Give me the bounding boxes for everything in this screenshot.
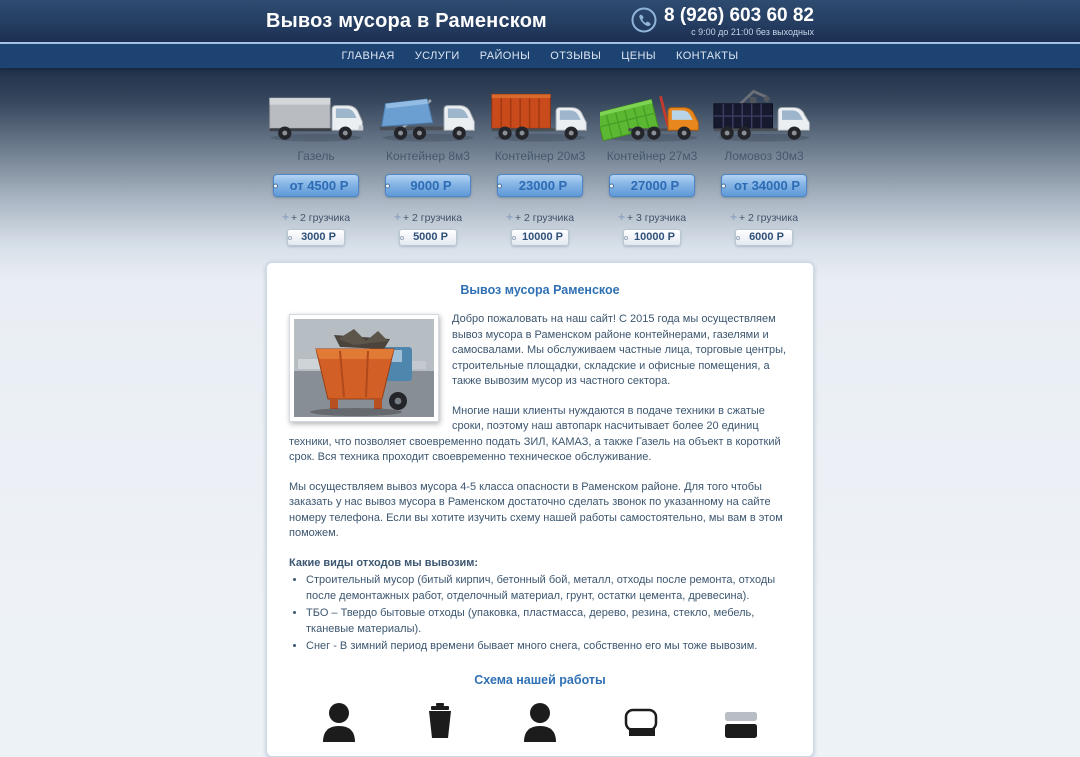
content-card bbox=[266, 262, 814, 757]
article-paragraph-1: Добро пожаловать на наш сайт! С 2015 года мы осуществляем вывоз мусора в Раменском районе контейнерами, газелями и самосвалами. Мы обслуживаем частные лица, торговые центры, строительные площадки, складские и офисные помещения, а также вывозим мусор из частного сектора. bbox=[452, 313, 787, 387]
phone-hours: с 9:00 до 21:00 без выходных bbox=[691, 27, 814, 37]
waste-list-item: • ТБО – Твердо бытовые отходы (упаковка, пластмасса, дерево, резина, стекло, мебель, тканевые материалы). bbox=[306, 606, 791, 637]
loaders-label: + 2 грузчика bbox=[290, 212, 351, 224]
phone-block bbox=[631, 5, 814, 37]
loaders-price-tag bbox=[735, 229, 793, 246]
gazelle-truck-icon bbox=[260, 88, 372, 146]
loaders-row bbox=[596, 210, 708, 224]
vehicle-name: Газель bbox=[297, 149, 335, 163]
loaders-row bbox=[484, 210, 596, 224]
tag-hole-icon bbox=[721, 183, 726, 188]
vehicle-card-container-8 bbox=[372, 88, 484, 246]
payment-icon bbox=[723, 702, 759, 742]
tag-hole-icon bbox=[385, 183, 390, 188]
nav-item-prices[interactable]: ЦЕНЫ bbox=[621, 50, 657, 62]
scheme-steps-row bbox=[289, 702, 791, 726]
waste-list bbox=[289, 573, 791, 655]
vehicle-card-lomovoz bbox=[708, 88, 820, 246]
plus-icon: + bbox=[393, 210, 401, 224]
phone-icon bbox=[631, 5, 657, 33]
price-tag bbox=[273, 174, 359, 197]
nav-item-reviews[interactable]: ОТЗЫВЫ bbox=[550, 50, 602, 62]
waste-list-item: • Строительный мусор (битый кирпич, бетонный бой, металл, отходы после ремонта, отходы после демонтажных работ, отделочный материал, грунт, остатки цемента, древесина). bbox=[306, 573, 791, 604]
tag-hole-icon bbox=[736, 236, 740, 240]
nav-item-services[interactable]: УСЛУГИ bbox=[414, 50, 460, 62]
site-title: Вывоз мусора в Раменском bbox=[266, 9, 547, 32]
plus-icon: + bbox=[281, 210, 289, 224]
skip-truck-photo bbox=[289, 314, 439, 422]
vehicle-card-container-20 bbox=[484, 88, 596, 246]
main-nav bbox=[0, 44, 1080, 68]
nav-item-contacts[interactable]: КОНТАКТЫ bbox=[676, 50, 739, 62]
plus-icon: + bbox=[729, 210, 737, 224]
tag-hole-icon bbox=[400, 236, 404, 240]
waste-list-title: Какие виды отходов мы вывозим: bbox=[289, 556, 479, 569]
article-paragraph-3: Мы осуществляем вывоз мусора 4-5 класса опасности в Раменском районе. Для того чтобы заказать у нас вывоз мусора в Раменском достаточно сделать звонок по указанному на сайте номеру телефона. Если вы хотите изучить схему нашей работы самостоятельно, мы вам в этом поможем. bbox=[289, 480, 783, 539]
price-value: от 4500 Р bbox=[289, 178, 349, 193]
loaders-price-tag bbox=[623, 229, 681, 246]
nav-item-home[interactable]: ГЛАВНАЯ bbox=[341, 50, 395, 62]
price-value: от 34000 Р bbox=[733, 178, 801, 193]
vehicle-card-gazel bbox=[260, 88, 372, 246]
loaders-price-value: 5000 Р bbox=[413, 231, 448, 243]
price-value: 23000 Р bbox=[518, 178, 568, 193]
vehicle-price-row bbox=[260, 68, 820, 246]
loaders-label: + 2 грузчика bbox=[402, 212, 463, 224]
article-paragraph-2: Многие наши клиенты нуждаются в подаче техники в сжатые сроки, поэтому наш автопарк насчитывает более 20 единиц техники, что позволяет своевременно подать ЗИЛ, КАМАЗ, а также Газель на объект в короткий срок. Вся техника проходит своевременно техническое обслуживание. bbox=[289, 404, 781, 463]
loaders-row bbox=[372, 210, 484, 224]
scrap-truck-crane-icon bbox=[708, 88, 820, 146]
loaders-price-value: 6000 Р bbox=[749, 231, 784, 243]
trash-container-icon bbox=[422, 702, 458, 742]
truck-icon bbox=[623, 702, 659, 742]
hero-section bbox=[0, 68, 1080, 687]
header bbox=[0, 0, 1080, 44]
loaders-label: + 3 грузчика bbox=[626, 212, 687, 224]
tag-hole-icon bbox=[273, 183, 278, 188]
vehicle-name: Контейнер 20м3 bbox=[494, 149, 586, 163]
skip-truck-8m3-icon bbox=[372, 88, 484, 146]
tag-hole-icon bbox=[624, 236, 628, 240]
price-value: 9000 Р bbox=[410, 178, 452, 193]
waste-list-item: • Снег - В зимний период времени бывает много снега, собственно его мы тоже вывозим. bbox=[306, 639, 791, 655]
container-truck-27m3-icon bbox=[596, 88, 708, 146]
vehicle-card-container-27 bbox=[596, 88, 708, 246]
container-truck-20m3-icon bbox=[484, 88, 596, 146]
price-tag bbox=[721, 174, 807, 197]
price-tag bbox=[497, 174, 583, 197]
price-tag bbox=[385, 174, 471, 197]
loaders-price-tag bbox=[399, 229, 457, 246]
loaders-row bbox=[708, 210, 820, 224]
vehicle-name: Контейнер 27м3 bbox=[606, 149, 698, 163]
loaders-price-value: 3000 Р bbox=[301, 231, 336, 243]
loaders-label: + 2 грузчика bbox=[514, 212, 575, 224]
nav-item-areas[interactable]: РАЙОНЫ bbox=[479, 50, 531, 62]
loaders-price-value: 10000 Р bbox=[522, 231, 563, 243]
tag-hole-icon bbox=[288, 236, 292, 240]
person-icon bbox=[321, 702, 357, 742]
vehicle-name: Ломовоз 30м3 bbox=[724, 149, 804, 163]
vehicle-name: Контейнер 8м3 bbox=[386, 149, 470, 163]
loaders-label: + 2 грузчика bbox=[738, 212, 799, 224]
loaders-price-tag bbox=[287, 229, 345, 246]
tag-hole-icon bbox=[609, 183, 614, 188]
loaders-price-value: 10000 Р bbox=[634, 231, 675, 243]
price-tag bbox=[609, 174, 695, 197]
price-value: 27000 Р bbox=[630, 178, 680, 193]
article-title: Вывоз мусора Раменское bbox=[460, 283, 620, 297]
phone-number: 8 (926) 603 60 82 bbox=[663, 5, 814, 26]
loaders-price-tag bbox=[511, 229, 569, 246]
tag-hole-icon bbox=[512, 236, 516, 240]
tag-hole-icon bbox=[497, 183, 502, 188]
scheme-title: Схема нашей работы bbox=[474, 672, 606, 687]
loaders-row bbox=[260, 210, 372, 224]
plus-icon: + bbox=[617, 210, 625, 224]
plus-icon: + bbox=[505, 210, 513, 224]
person-icon bbox=[522, 702, 558, 742]
